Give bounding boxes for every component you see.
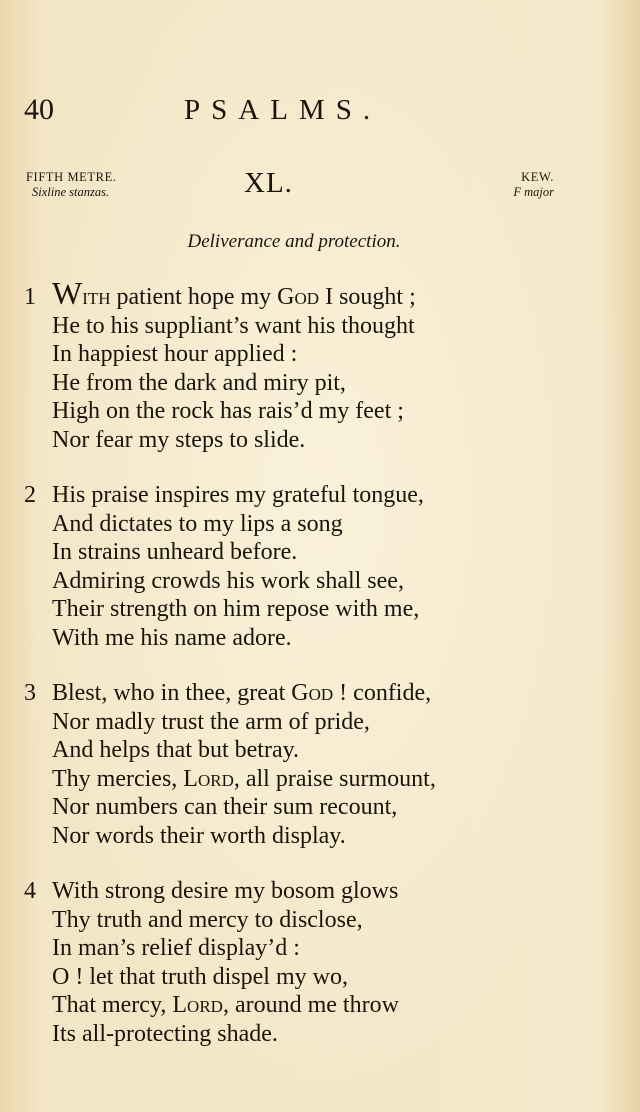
line-text: ! confide, [333, 680, 432, 706]
stanza-number: 3 [24, 680, 36, 706]
verse-line [0, 991, 600, 1020]
line-text: , all praise surmount, [233, 765, 436, 792]
stanza-2 [0, 481, 600, 653]
stanza-3 [0, 679, 600, 851]
verse-line: In strains unheard before. [52, 539, 298, 566]
tune-info [513, 170, 554, 200]
tune-name: KEW. [521, 170, 554, 184]
verse-line: He to his suppliant’s want his thought [52, 312, 415, 339]
running-title: PSALMS. [184, 94, 382, 126]
verse-line: With me his name adore. [52, 624, 292, 651]
stanza-number: 1 [24, 284, 36, 310]
verse-line: Its all-protecting shade. [52, 1020, 278, 1047]
psalm-title: Deliverance and protection. [187, 231, 401, 252]
verse-line: With strong desire my bosom glows [52, 878, 399, 904]
psalm-number: XL. [244, 167, 293, 199]
divine-name: Lord [172, 992, 223, 1019]
line-text: Thy mercies, [52, 765, 184, 792]
initial-capital: W [52, 275, 83, 311]
verse-line: And helps that but betray. [52, 737, 300, 764]
verse-line: His praise inspires my grateful tongue, [52, 482, 424, 508]
line-text: , around me throw [222, 992, 399, 1019]
verse-line [0, 275, 600, 312]
line-text: patient hope my [110, 284, 278, 310]
verse-line: In happiest hour applied : [52, 341, 298, 368]
page-number: 40 [24, 93, 54, 126]
verse-line [0, 765, 600, 794]
verse-line: Admiring crowds his work shall see, [52, 567, 404, 594]
line-text: That mercy, [52, 992, 173, 1019]
verse-line: Nor fear my steps to slide. [52, 426, 306, 453]
metre-info [26, 170, 117, 200]
stanza-1 [0, 275, 600, 455]
divine-name: God [277, 284, 320, 310]
page-header [0, 92, 640, 132]
small-caps-text: ith [82, 284, 111, 310]
verse-line: Their strength on him repose with me, [52, 596, 420, 623]
stanza-number: 2 [24, 482, 36, 508]
tune-key: F major [513, 185, 554, 199]
verse-line: Nor words their worth display. [52, 822, 346, 849]
verse-line [0, 679, 600, 708]
verse-line: Nor madly trust the arm of pride, [52, 708, 370, 735]
divine-name: God [291, 680, 334, 706]
stanza-4 [0, 877, 600, 1049]
verse-line: Thy truth and mercy to disclose, [52, 906, 363, 933]
verse-line: High on the rock has rais’d my feet ; [52, 398, 404, 425]
divine-name: Lord [183, 765, 234, 792]
line-text: Blest, who in thee, great [52, 680, 292, 706]
stanza-form-label: Sixline stanzas. [32, 185, 110, 199]
verse-line: Nor numbers can their sum recount, [52, 794, 398, 821]
metre-label: FIFTH METRE. [26, 170, 117, 184]
verse-line: In man’s relief display’d : [52, 935, 300, 962]
verse-line: O ! let that truth dispel my wo, [52, 963, 348, 990]
verse-line: And dictates to my lips a song [52, 510, 343, 537]
line-text: I sought ; [319, 284, 416, 310]
stanza-number: 4 [24, 878, 36, 904]
verse-line: He from the dark and miry pit, [52, 369, 346, 396]
